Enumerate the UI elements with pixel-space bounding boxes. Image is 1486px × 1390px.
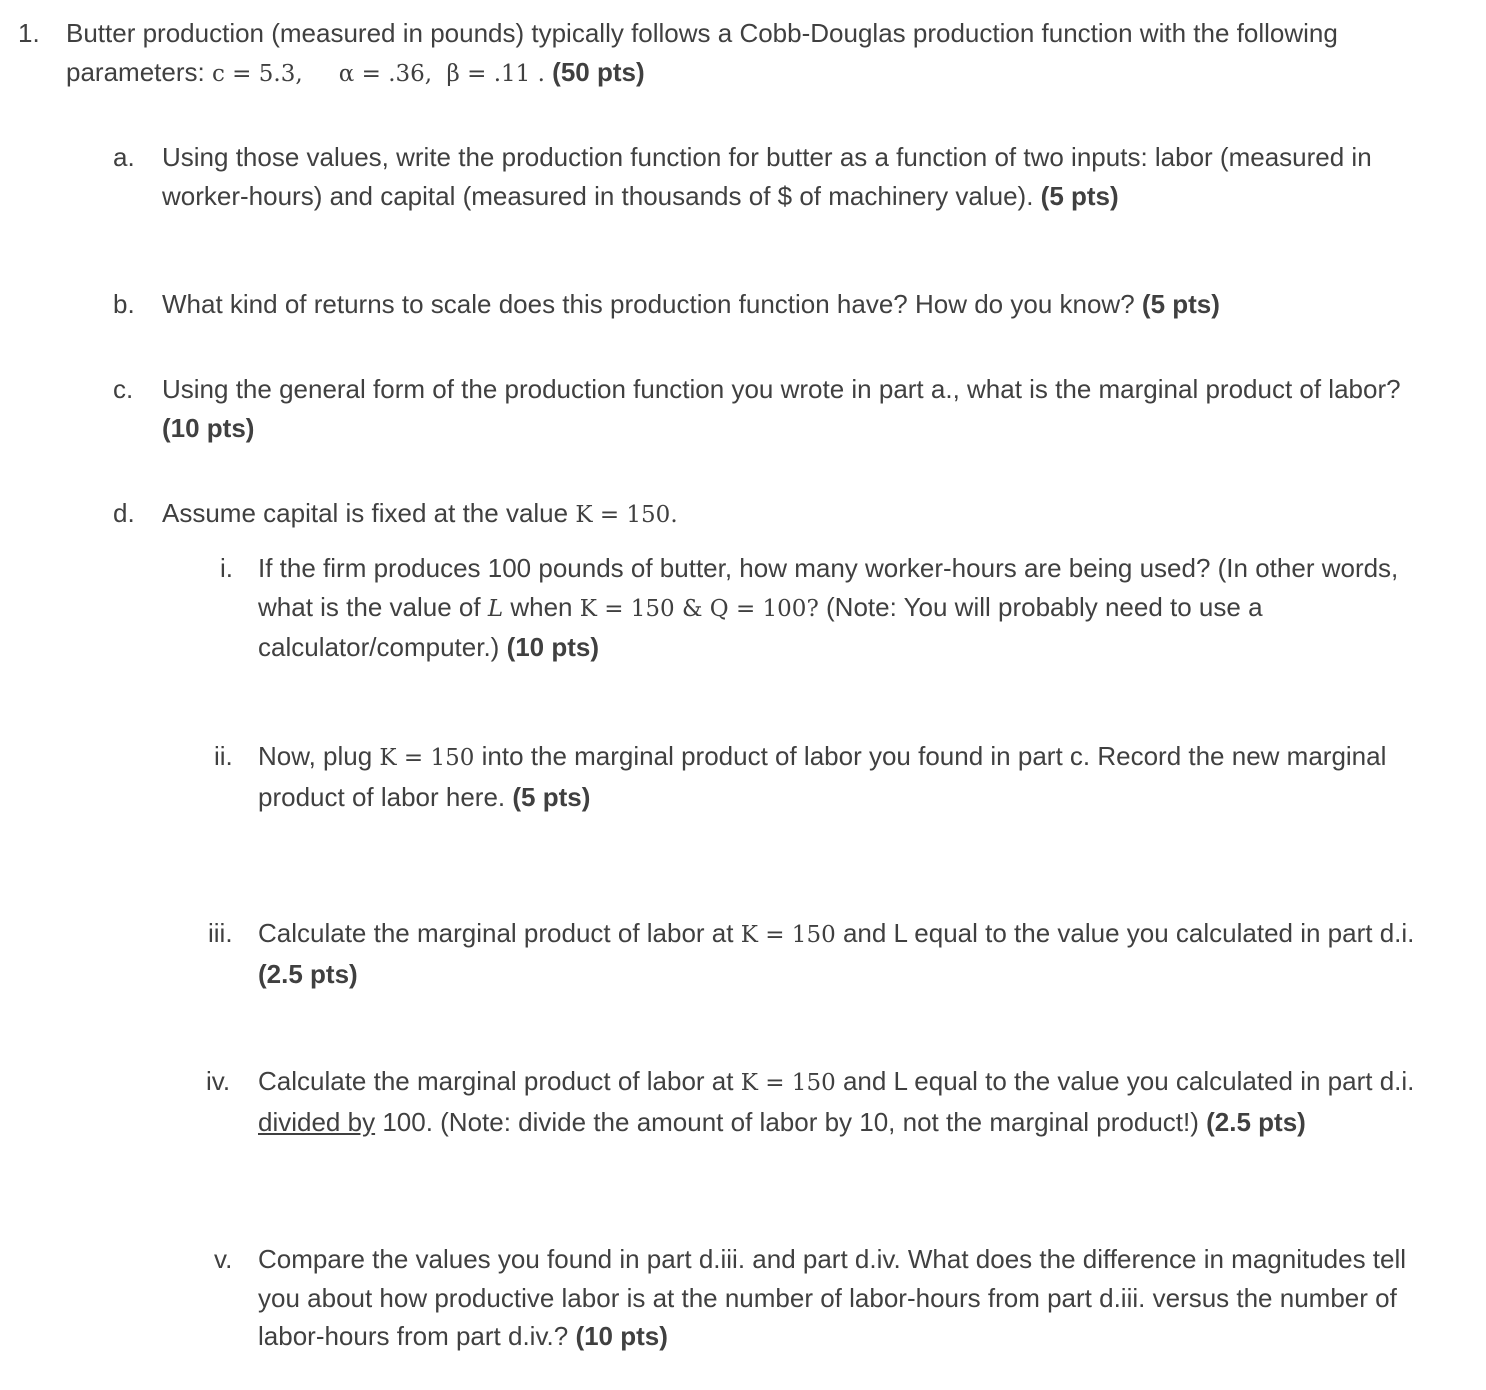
part-d-i-points: (10 pts) [506, 632, 600, 662]
part-d-v-line1: Compare the values you found in part d.iii. and part d.iv. What does the difference in magnitudes tell [258, 1244, 1407, 1274]
part-d-i-line2-a: what is the value of [258, 591, 481, 622]
part-d-iv-line2 [258, 1103, 1414, 1142]
part-a-line1: Using those values, write the production function for butter as a function of two inputs: labor (measured in [162, 142, 1372, 172]
part-c-marker: c. [113, 374, 134, 404]
part-d-iii-math: K = 150 [740, 922, 836, 948]
param-alpha: α = .36, [338, 60, 433, 87]
part-d-i-line3-text: calculator/computer.) [258, 632, 500, 662]
part-d-ii-points: (5 pts) [512, 781, 591, 812]
part-d-iv-math: K = 150 [740, 1070, 836, 1096]
part-d-v-line3-text: labor-hours from part d.iv.? [258, 1321, 569, 1351]
part-d-text: Assume capital is fixed at the value [162, 498, 569, 528]
part-d-iii-points: (2.5 pts) [258, 958, 358, 989]
part-d-ii-line1-b: into the marginal product of labor you found in part c. Record the new marginal [481, 741, 1387, 771]
part-d-ii-line2 [258, 778, 1386, 817]
part-d-marker: d. [113, 498, 135, 528]
part-b-points: (5 pts) [1141, 289, 1220, 319]
part-d-iii-line1-a: Calculate the marginal product of labor at [258, 918, 734, 948]
part-d-iv-line1 [258, 1062, 1414, 1103]
part-d-iv-marker: iv. [206, 1066, 231, 1096]
part-d-iii-marker: iii. [208, 918, 233, 948]
part-b-line1-text: What kind of returns to scale does this production function have? How do you know? [162, 289, 1135, 319]
part-d-i-line2-b: when [510, 591, 573, 622]
part-d-i-line3 [258, 628, 1398, 667]
part-d-v-line3 [258, 1317, 1406, 1356]
part-d-i-line2-c: (Note: You will probably need to use a [826, 591, 1263, 622]
part-d-ii-line1-a: Now, plug [258, 741, 373, 771]
part-d-iv-underlined: divided by [258, 1106, 376, 1137]
part-d-i-line2 [258, 588, 1398, 629]
part-d-v-marker: v. [214, 1244, 233, 1274]
part-d-ii-math: K = 150 [379, 745, 475, 771]
part-d-i-marker: i. [220, 553, 233, 583]
part-d-iv-line2-b: 100. (Note: divide the amount of labor by 10, not the marginal product!) [382, 1106, 1199, 1137]
part-d-ii-line1 [258, 737, 1386, 778]
part-d-v-points: (10 pts) [575, 1321, 668, 1351]
part-a-points: (5 pts) [1040, 180, 1119, 211]
param-beta: β = .11 . [446, 60, 545, 87]
param-c: c = 5.3, [211, 60, 303, 87]
part-a-marker: a. [113, 142, 135, 172]
part-d-iii-line1 [258, 914, 1414, 955]
question-text-line1: Butter production (measured in pounds) typically follows a Cobb-Douglas production function with the following [66, 18, 1338, 48]
part-c-line1: Using the general form of the production function you wrote in part a., what is the marginal product of labor? [162, 374, 1401, 404]
part-d-v-line2: you about how productive labor is at the number of labor-hours from part d.iii. versus the number of [258, 1282, 1397, 1313]
part-d-iii-line1-b: and L equal to the value you calculated in part d.i. [842, 918, 1415, 948]
part-b-marker: b. [113, 289, 135, 319]
question-text-line2 [66, 53, 1338, 94]
part-d-i-line1: If the firm produces 100 pounds of butter, how many worker-hours are being used? (In other words, [258, 553, 1399, 583]
part-a-line2-text: worker-hours) and capital (measured in thousands of $ of machinery value). [162, 180, 1034, 211]
part-b-line1 [162, 285, 1220, 324]
parameters-label: parameters: [66, 56, 205, 87]
part-d-i-math-kq: K = 150 & Q = 100? [579, 595, 819, 622]
part-a-line2 [162, 177, 1372, 216]
part-d-iv-line1-b: and L equal to the value you calculated in part d.i. [842, 1066, 1415, 1096]
part-d-i-math-l: L [487, 595, 504, 622]
part-c-points: (10 pts) [162, 412, 255, 443]
part-d-math: K = 150. [575, 502, 678, 528]
part-d-line1 [162, 494, 678, 535]
part-d-iv-line1-a: Calculate the marginal product of labor at [258, 1066, 734, 1096]
part-d-ii-marker: ii. [214, 741, 233, 771]
part-d-ii-line2-text: product of labor here. [258, 781, 506, 812]
question-number: 1. [18, 18, 40, 48]
part-d-iv-points: (2.5 pts) [1206, 1106, 1306, 1137]
points-label: (50 pts) [552, 56, 645, 87]
